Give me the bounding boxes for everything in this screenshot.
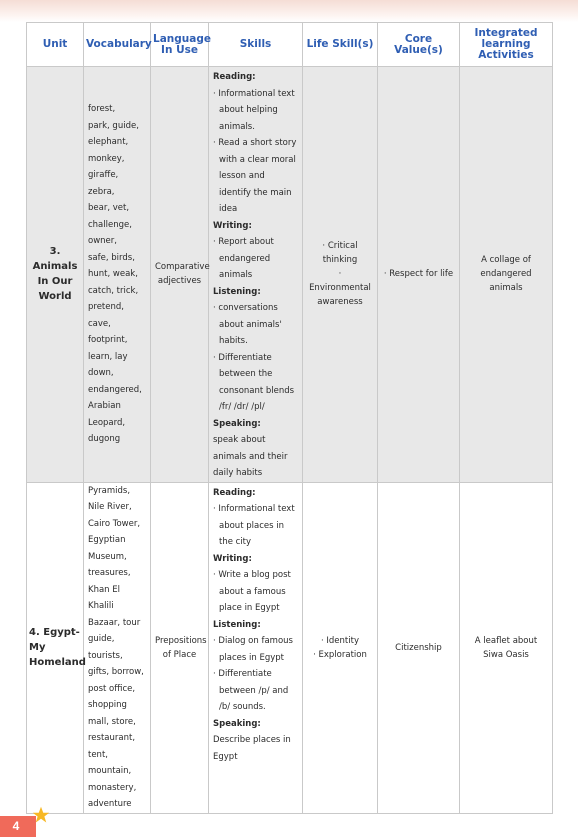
table-row xyxy=(27,67,553,483)
skill-heading: Listening: xyxy=(213,619,261,630)
header-row xyxy=(27,23,553,67)
header-core-values: Core Value(s) xyxy=(378,23,460,67)
activities-cell: A collage of endangered animals xyxy=(460,67,553,483)
list-line: park, guide, xyxy=(88,120,139,131)
header-unit: Unit xyxy=(27,23,84,67)
unit-cell: 4. Egypt- My Homeland xyxy=(27,482,84,813)
list-line: down, xyxy=(88,368,114,378)
life-skills-cell xyxy=(303,482,378,813)
skill-heading: Speaking: xyxy=(213,718,261,729)
skill-heading: Listening: xyxy=(213,286,261,297)
list-line: shopping xyxy=(88,700,127,710)
vocabulary-cell xyxy=(84,67,151,483)
core-values-cell: · Respect for life xyxy=(378,67,460,483)
skill-heading: Reading: xyxy=(213,72,256,82)
list-line: bear, vet, xyxy=(88,203,130,213)
life-skills-cell xyxy=(303,67,378,483)
skill-bullet: · Report about endangered animals xyxy=(213,237,274,280)
list-line: Bazaar, tour xyxy=(88,617,141,628)
list-line: cave, xyxy=(88,318,111,329)
list-line: footprint, xyxy=(88,335,128,345)
skill-heading: Writing: xyxy=(213,553,252,564)
skills-cell xyxy=(209,482,303,813)
list-line: · Critical thinking xyxy=(322,241,358,266)
list-line: mall, store, xyxy=(88,716,136,727)
skill-text: Describe places in Egypt xyxy=(213,735,291,762)
header-language-in-use: Language In Use xyxy=(151,23,209,67)
list-line: Arabian xyxy=(88,401,121,411)
list-line: adventure xyxy=(88,799,132,809)
skill-bullet: · Dialog on famous places in Egypt xyxy=(213,636,293,663)
list-line: learn, lay xyxy=(88,351,128,362)
skill-bullet: · Write a blog post about a famous place in Egypt xyxy=(213,570,291,613)
list-line: treasures, xyxy=(88,568,131,578)
vocabulary-cell xyxy=(84,482,151,813)
skill-bullet: · Differentiate between the consonant blends /fr/ /dr/ /pl/ xyxy=(213,352,295,412)
list-line: Egyptian xyxy=(88,535,126,545)
list-line: endangered, xyxy=(88,384,142,395)
skill-bullet: · Differentiate between /p/ and /b/ sounds. xyxy=(213,669,289,712)
skills-cell xyxy=(209,67,303,483)
unit-cell: 3. Animals In Our World xyxy=(27,67,84,483)
list-line: monkey, xyxy=(88,153,125,164)
top-band xyxy=(0,0,578,22)
list-line: Khan El Khalili xyxy=(88,584,120,611)
list-line: challenge, xyxy=(88,219,132,230)
list-line: guide, tourists, xyxy=(88,634,123,661)
header-vocabulary: Vocabulary xyxy=(84,23,151,67)
header-skills: Skills xyxy=(209,23,303,67)
list-line: monastery, xyxy=(88,782,137,793)
list-line: hunt, weak, xyxy=(88,269,138,279)
list-line: post office, xyxy=(88,683,136,694)
skill-heading: Speaking: xyxy=(213,418,261,429)
list-line: dugong xyxy=(88,434,121,444)
list-line: catch, trick, xyxy=(88,285,139,296)
star-icon xyxy=(32,806,50,824)
list-line: pretend, xyxy=(88,302,124,312)
list-line: Pyramids, xyxy=(88,485,131,496)
list-line: · Environmental awareness xyxy=(309,269,371,308)
skill-heading: Reading: xyxy=(213,487,256,498)
header-activities: Integrated learning Activities xyxy=(460,23,553,67)
skill-bullet: · Read a short story with a clear moral lesson and identify the main idea xyxy=(213,138,297,214)
skill-bullet: · conversations about animals' habits. xyxy=(213,303,282,346)
skill-bullet: · Informational text about places in the city xyxy=(213,504,295,547)
list-line: safe, birds, xyxy=(88,252,135,263)
skill-heading: Writing: xyxy=(213,220,252,231)
skill-bullet: · Informational text about helping animals. xyxy=(213,88,295,132)
list-line: forest, xyxy=(88,104,116,114)
list-line: Leopard, xyxy=(88,417,126,428)
core-values-cell: Citizenship xyxy=(378,482,460,813)
header-life-skills: Life Skill(s) xyxy=(303,23,378,67)
list-line: · Exploration xyxy=(313,649,367,660)
table-row xyxy=(27,482,553,813)
skill-text: speak about animals and their daily habits xyxy=(213,435,288,478)
activities-cell: A leaflet about Siwa Oasis xyxy=(460,482,553,813)
curriculum-table xyxy=(26,22,553,814)
list-line: · Identity xyxy=(321,635,359,646)
list-line: tent, xyxy=(88,749,108,760)
list-line: giraffe, xyxy=(88,170,119,180)
list-line: zebra, xyxy=(88,186,115,197)
list-line: Museum, xyxy=(88,551,127,562)
language-cell: Prepositions of Place xyxy=(151,482,209,813)
list-line: Cairo Tower, xyxy=(88,518,141,529)
list-line: owner, xyxy=(88,236,117,246)
list-line: elephant, xyxy=(88,137,129,147)
list-line: restaurant, xyxy=(88,733,136,743)
page-number: 4 xyxy=(0,816,36,837)
language-cell: Comparative adjectives xyxy=(151,67,209,483)
list-line: gifts, borrow, xyxy=(88,667,144,677)
list-line: Nile River, xyxy=(88,502,132,512)
list-line: mountain, xyxy=(88,766,132,776)
